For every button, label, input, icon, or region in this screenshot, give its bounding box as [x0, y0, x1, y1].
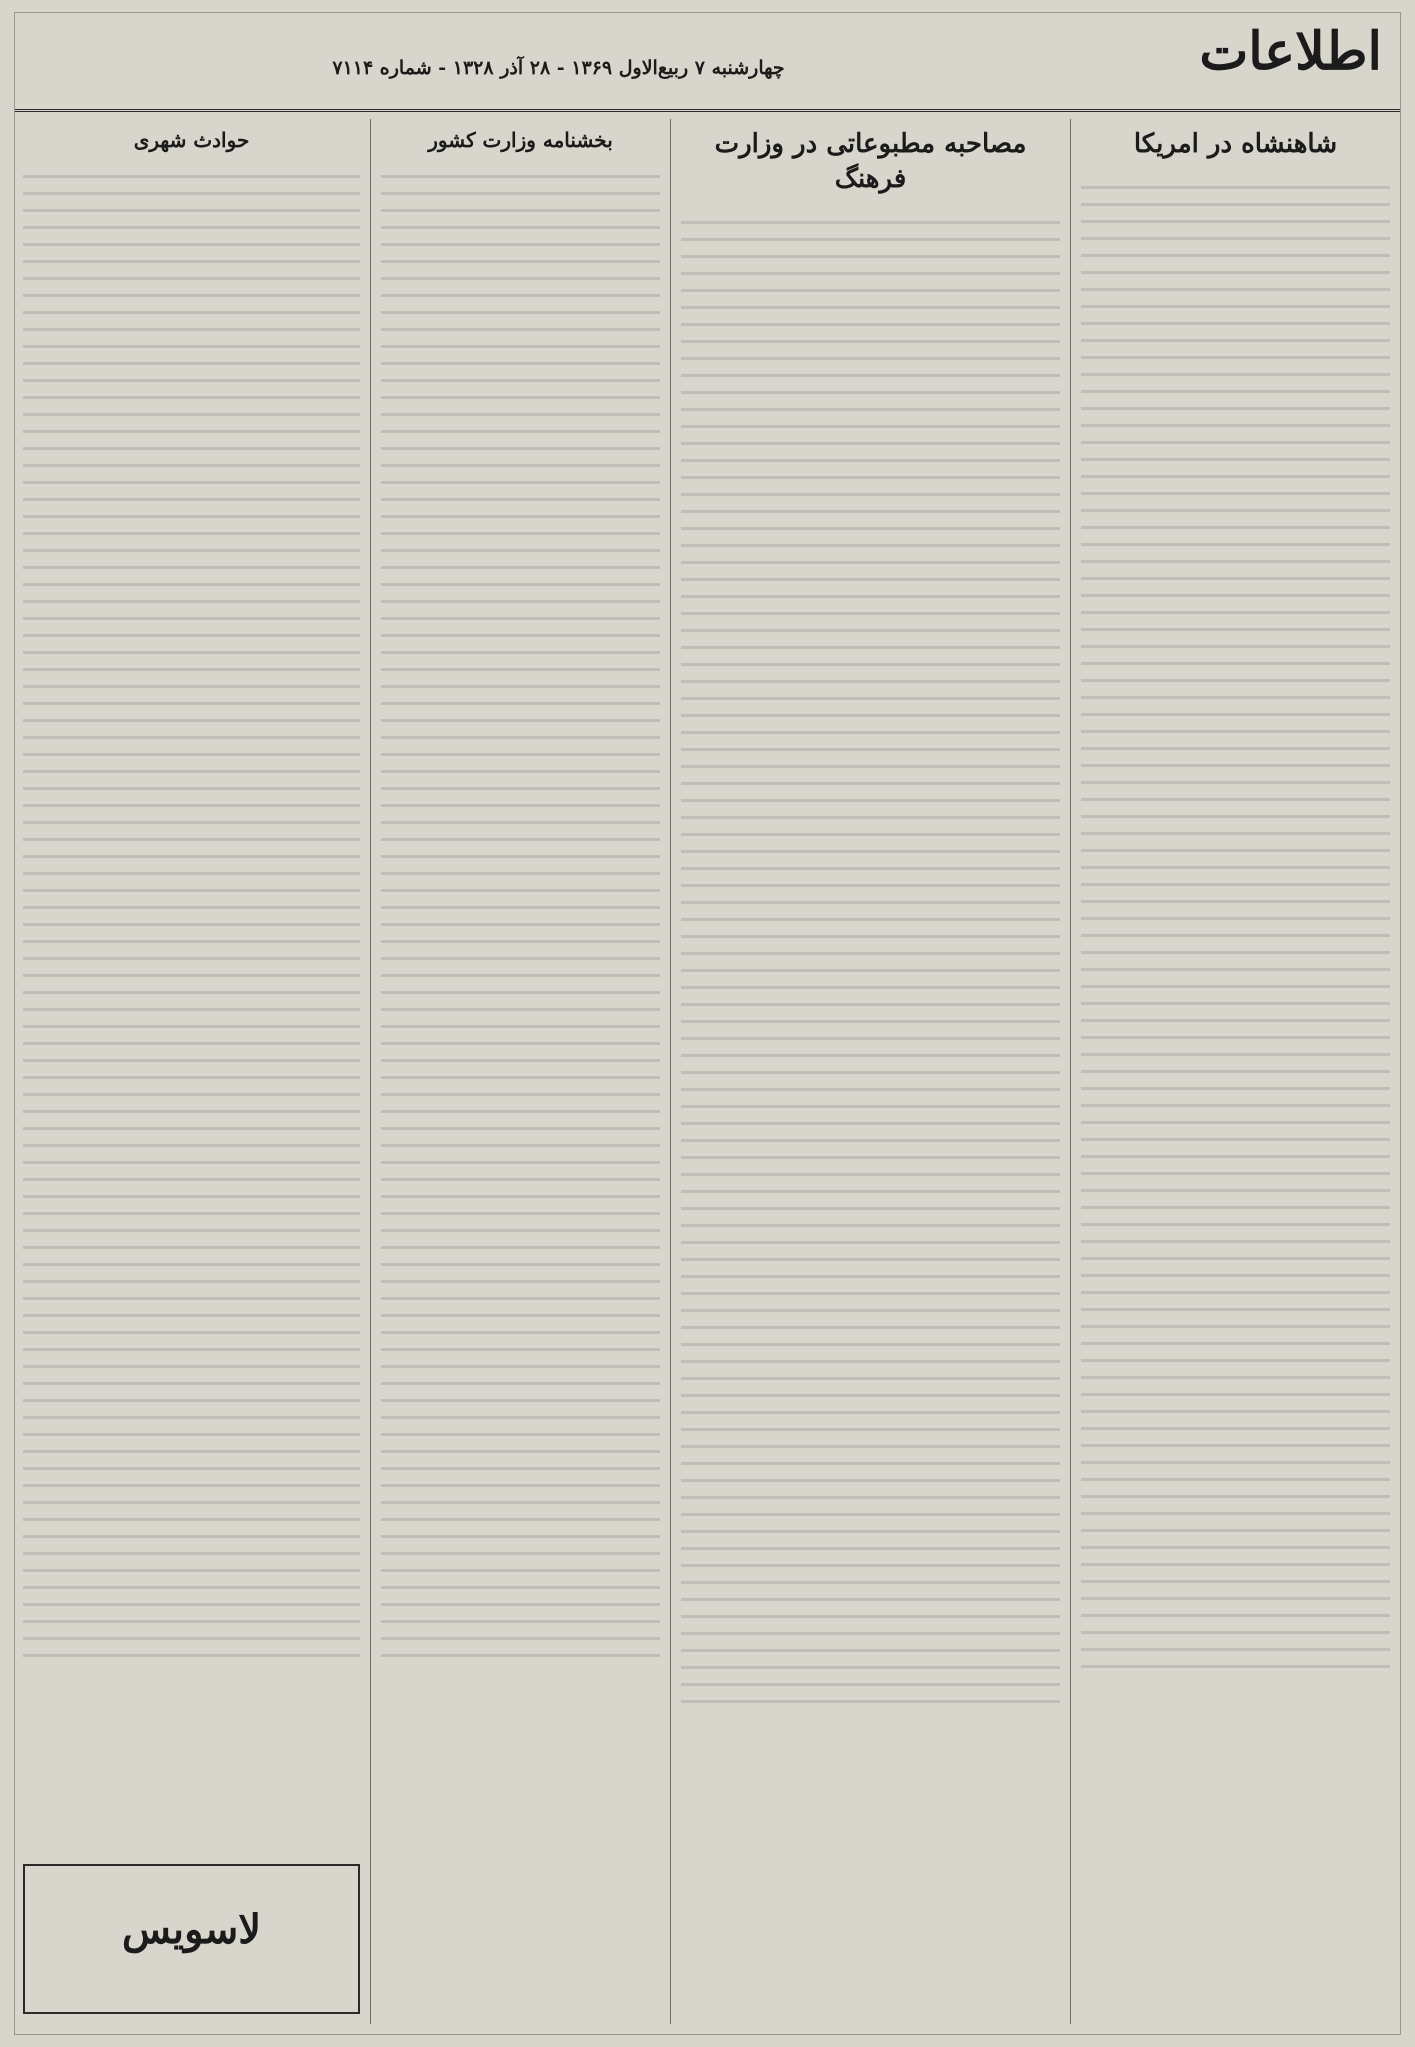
column-1-body	[1081, 172, 1390, 1672]
column-4	[13, 119, 370, 2024]
bottom-ad: لاسویس	[23, 1864, 360, 2014]
column-3	[370, 119, 670, 2024]
newspaper-page	[14, 12, 1401, 2035]
masthead-bar	[15, 13, 1400, 112]
column-2	[670, 119, 1070, 2024]
dateline: چهارشنبه ۷ ربیع‌الاول ۱۳۶۹ - ۲۸ آذر ۱۳۲۸ - شماره ۷۱۱۴	[332, 57, 785, 79]
masthead-title: اطلاعات	[1199, 21, 1382, 82]
column-2-body	[681, 207, 1060, 1707]
column-1	[1070, 119, 1400, 2024]
column-4-headline: حوادث شهری	[133, 128, 250, 152]
column-1-headline: شاهنشاه در امریکا	[1133, 129, 1338, 159]
column-3-headline: بخشنامه وزارت کشور	[428, 128, 613, 152]
column-3-body	[381, 161, 660, 1661]
column-2-headline: مصاحبه مطبوعاتی در وزارت فرهنگ	[714, 129, 1027, 195]
column-4-body	[23, 161, 360, 1661]
